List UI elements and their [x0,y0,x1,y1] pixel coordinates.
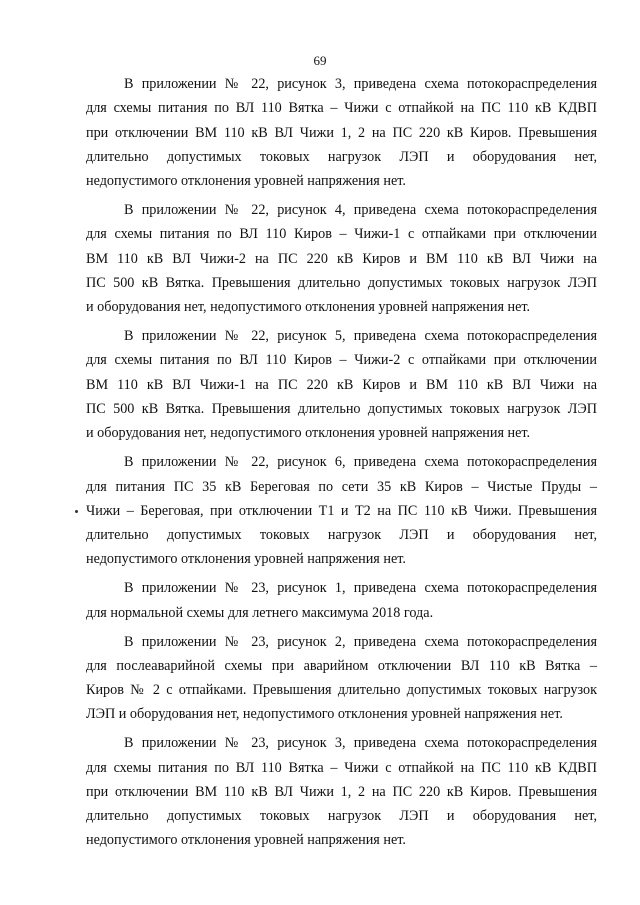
text-line: ВМ 110 кВ ВЛ Чижи-1 на ПС 220 кВ Киров и ВМ 110 кВ ВЛ Чижи на [86,376,597,393]
text-line: недопустимого отклонения уровней напряжения нет. [86,551,406,568]
text-line: для схемы питания по ВЛ 110 Киров – Чижи-2 с отпайками при отключении [86,352,597,369]
body-text [86,72,597,857]
text-line: для послеаварийной схемы при аварийном отключении ВЛ 110 кВ Вятка – [86,657,597,674]
text-line: В приложении № 23, рисунок 2, приведена схема потокораспределения [124,633,597,650]
text-line: длительно допустимых токовых нагрузок ЛЭП и оборудования нет, [86,148,597,165]
text-line: В приложении № 22, рисунок 3, приведена схема потокораспределения [124,76,597,92]
text-line: ПС 500 кВ Вятка. Превышения длительно допустимых токовых нагрузок ЛЭП [86,401,597,418]
text-line: В приложении № 23, рисунок 3, приведена схема потокораспределения [124,735,597,752]
paragraph [86,576,597,625]
text-line: недопустимого отклонения уровней напряжения нет. [86,173,406,190]
text-line: для схемы питания по ВЛ 110 Киров – Чижи-1 с отпайками при отключении [86,226,597,243]
scan-speck [75,510,78,513]
text-line: В приложении № 22, рисунок 4, приведена схема потокораспределения [124,202,597,219]
text-line: ВМ 110 кВ ВЛ Чижи-2 на ПС 220 кВ Киров и ВМ 110 кВ ВЛ Чижи на [86,250,597,267]
text-line: при отключении ВМ 110 кВ ВЛ Чижи 1, 2 на ПС 220 кВ Киров. Превышения [86,124,597,141]
text-line: для схемы питания по ВЛ 110 Вятка – Чижи с отпайкой на ПС 110 кВ КДВП [86,759,597,776]
paragraph [86,198,597,319]
text-line: В приложении № 23, рисунок 1, приведена схема потокораспределения [124,580,597,597]
page-number: 69 [313,53,327,68]
paragraph [86,630,597,727]
text-line: и оборудования нет, недопустимого отклонения уровней напряжения нет. [86,425,531,442]
text-line: Чижи – Береговая, при отключении Т1 и Т2 на ПС 110 кВ Чижи. Превышения [86,502,597,519]
text-line: недопустимого отклонения уровней напряжения нет. [86,832,406,849]
text-line: длительно допустимых токовых нагрузок ЛЭП и оборудования нет, [86,527,597,544]
text-line: Киров № 2 с отпайками. Превышения длительно допустимых токовых нагрузок [86,682,597,699]
paragraph [86,72,597,193]
text-line: и оборудования нет, недопустимого отклонения уровней напряжения нет. [86,299,531,316]
text-line: ПС 500 кВ Вятка. Превышения длительно допустимых токовых нагрузок ЛЭП [86,274,597,291]
text-line: В приложении № 22, рисунок 6, приведена схема потокораспределения [124,454,597,471]
text-line: для питания ПС 35 кВ Береговая по сети 35 кВ Киров – Чистые Пруды – [86,478,597,495]
text-line: длительно допустимых токовых нагрузок ЛЭП и оборудования нет, [86,808,597,825]
text-line: для схемы питания по ВЛ 110 Вятка – Чижи с отпайкой на ПС 110 кВ КДВП [86,100,597,117]
paragraph [86,450,597,571]
text-line: для нормальной схемы для летнего максимума 2018 года. [86,604,434,621]
paragraph [86,731,597,852]
text-line: при отключении ВМ 110 кВ ВЛ Чижи 1, 2 на ПС 220 кВ Киров. Превышения [86,783,597,800]
text-line: ЛЭП и оборудования нет, недопустимого отклонения уровней напряжения нет. [86,706,563,723]
paragraph [86,324,597,445]
text-line: В приложении № 22, рисунок 5, приведена схема потокораспределения [124,328,597,345]
